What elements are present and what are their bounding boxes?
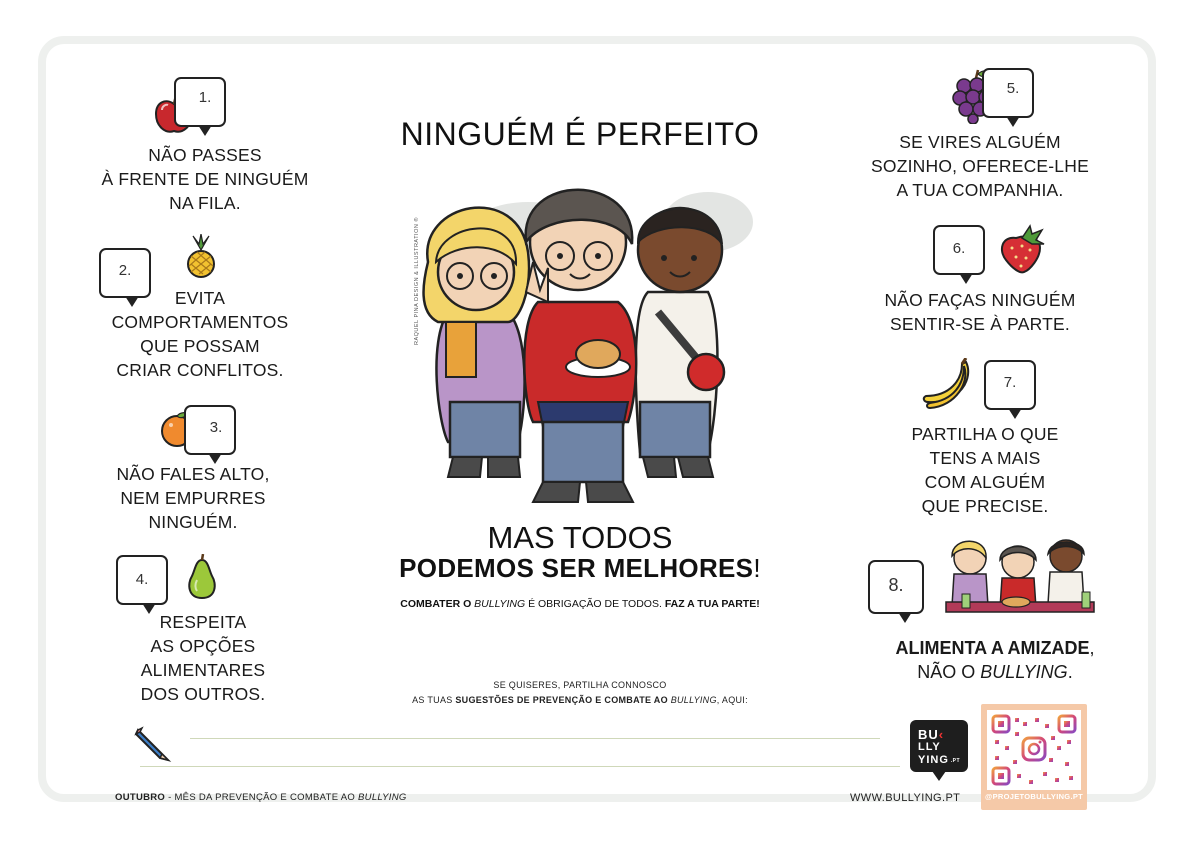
- mas-todos-heading: MAS TODOS: [487, 520, 673, 555]
- page-title: NINGUÉM É PERFEITO: [400, 116, 760, 152]
- bubble-tip-1: [174, 77, 226, 127]
- tip-2-text: EVITA COMPORTAMENTOS QUE POSSAM CRIAR CONFLITOS.: [111, 288, 289, 380]
- tip-4-number: 4.: [135, 571, 149, 588]
- tip-8-text: ALIMENTA A AMIZADE, NÃO O BULLYING.: [895, 638, 1095, 682]
- pear-icon: [182, 554, 222, 602]
- bubble-tip-6: [933, 225, 985, 275]
- tip-5-text: SE VIRES ALGUÉM SOZINHO, OFERECE-LHE A TUA COMPANHIA.: [871, 132, 1089, 200]
- tip-3-text: NÃO FALES ALTO, NEM EMPURRES NINGUÉM.: [116, 464, 270, 532]
- kids-at-table-illustration: [940, 530, 1100, 626]
- instagram-handle: @PROJETOBULLYING.PT: [984, 792, 1084, 801]
- tip-1-text: NÃO PASSES À FRENTE DE NINGUÉM NA FILA.: [101, 145, 309, 213]
- footer-website-link[interactable]: WWW.BULLYING.PT: [850, 792, 961, 804]
- banana-icon: [920, 358, 976, 410]
- bubble-tip-4: [116, 555, 168, 605]
- qr-code-card[interactable]: [981, 704, 1087, 810]
- tip-4-text: RESPEITA AS OPÇÕES ALIMENTARES DOS OUTROS.: [140, 612, 266, 704]
- bubble-tip-8: [868, 560, 924, 614]
- tip-5-number: 5.: [1006, 80, 1020, 97]
- bullying-pt-logo[interactable]: BU‹ LLY YING .PT: [910, 720, 968, 772]
- footer-month-note: OUTUBRO - MÊS DA PREVENÇÃO E COMBATE AO BULLYING: [115, 792, 407, 803]
- tip-7-text: PARTILHA O QUE TENS A MAIS COM ALGUÉM QUE PRECISE.: [911, 424, 1059, 516]
- illustration-credit: RAQUEL PINA DESIGN & ILLUSTRATION ®: [414, 217, 420, 345]
- tip-7-number: 7.: [1003, 374, 1017, 391]
- share-prompt: SE QUISERES, PARTILHA CONNOSCO AS TUAS SUGESTÕES DE PREVENÇÃO E COMBATE AO BULLYING, AQUI:: [412, 680, 748, 705]
- suggestion-line-2[interactable]: [140, 766, 900, 767]
- bubble-tip-3: [184, 405, 236, 455]
- tip-8-number: 8.: [888, 575, 904, 595]
- suggestion-line-1[interactable]: [190, 738, 880, 739]
- bubble-tip-5: [982, 68, 1034, 118]
- tip-1-number: 1.: [198, 89, 212, 106]
- pencil-icon: [134, 726, 174, 762]
- strawberry-icon: [996, 224, 1048, 276]
- podemos-heading: PODEMOS SER MELHORES!: [399, 553, 761, 583]
- bubble-tip-7: [984, 360, 1036, 410]
- tip-3-number: 3.: [209, 419, 223, 436]
- tip-6-number: 6.: [952, 240, 966, 257]
- tip-2-number: 2.: [118, 262, 132, 279]
- combater-tagline: COMBATER O BULLYING É OBRIGAÇÃO DE TODOS. FAZ A TUA PARTE!: [400, 598, 760, 610]
- footer-divider: [460, 795, 830, 802]
- kids-illustration: [408, 172, 768, 512]
- pineapple-icon: [183, 234, 219, 278]
- qr-code: [987, 710, 1081, 790]
- tip-6-text: NÃO FAÇAS NINGUÉM SENTIR-SE À PARTE.: [884, 290, 1076, 334]
